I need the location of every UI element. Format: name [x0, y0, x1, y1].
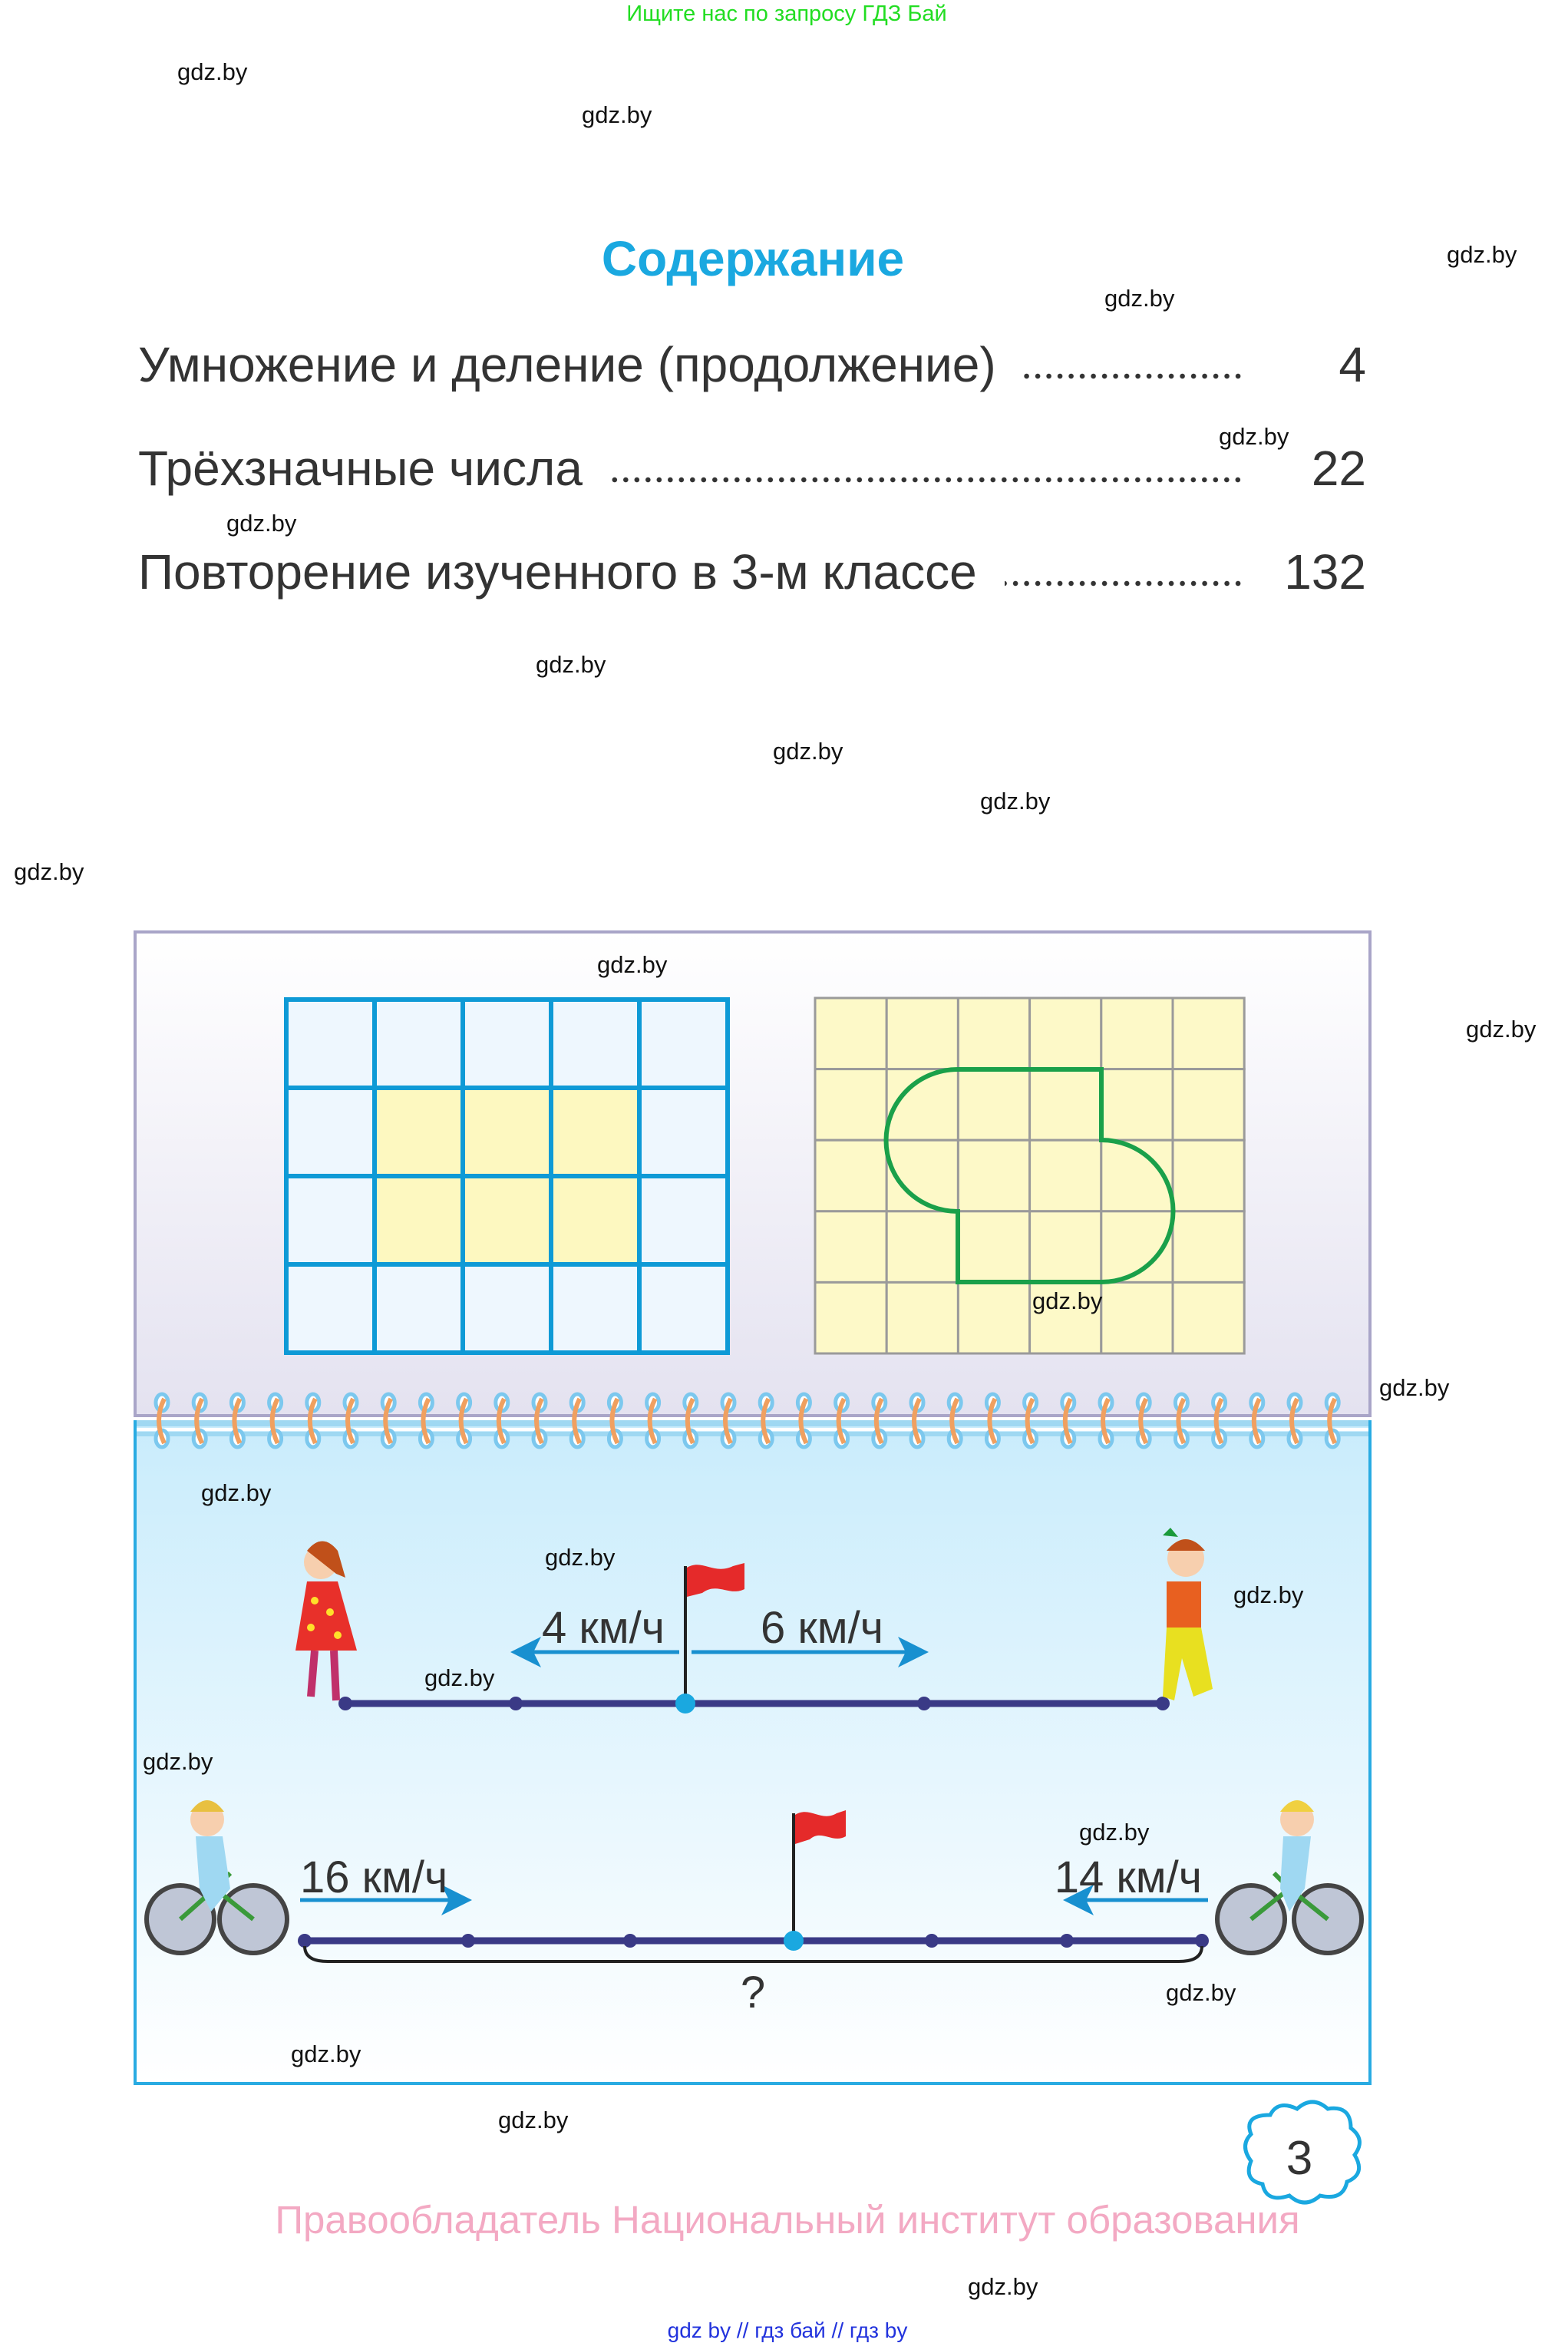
- speed-label: 16 км/ч: [300, 1852, 448, 1902]
- watermark: gdz.by: [1032, 1287, 1103, 1314]
- grid-cell: [958, 1069, 1029, 1141]
- watermark: gdz.by: [498, 2107, 569, 2133]
- watermark: gdz.by: [1079, 1819, 1150, 1846]
- watermark: gdz.by: [968, 2273, 1038, 2300]
- watermark: gdz.by: [201, 1479, 272, 1506]
- page-number-cloud: [1246, 2102, 1360, 2203]
- watermark: gdz.by: [545, 1544, 616, 1571]
- grid-cell: [815, 1140, 886, 1211]
- toc-item-page: 4: [1339, 337, 1366, 392]
- page-number: 3: [1286, 2132, 1313, 2185]
- grid-cell: [375, 1176, 463, 1264]
- grid-cell: [886, 1282, 958, 1353]
- grid-cell: [958, 1282, 1029, 1353]
- grid-cell: [958, 1140, 1029, 1211]
- watermark: gdz.by: [14, 858, 84, 885]
- grid-cell: [463, 1264, 551, 1353]
- grid-cell: [815, 1211, 886, 1283]
- grid-cell: [286, 1000, 375, 1088]
- grid-cell: [815, 998, 886, 1069]
- grid-cell: [463, 1000, 551, 1088]
- watermark: gdz.by: [177, 58, 248, 85]
- grid-cell: [639, 1088, 728, 1176]
- watermark: gdz.by: [1466, 1016, 1537, 1043]
- grid-cell: [815, 1282, 886, 1353]
- grid-cell: [1101, 1069, 1173, 1141]
- grid-cell: [551, 1264, 639, 1353]
- watermark: gdz.by: [597, 951, 668, 978]
- grid-cell: [551, 1176, 639, 1264]
- grid-cell: [375, 1088, 463, 1176]
- grid-cell: [1101, 1282, 1173, 1353]
- watermark: gdz.by: [143, 1748, 213, 1775]
- copyright-notice: Правообладатель Национальный институт образования: [275, 2198, 1300, 2242]
- grid-cell: [1030, 1069, 1101, 1141]
- grid-cell: [1030, 1211, 1101, 1283]
- watermark: gdz.by: [582, 101, 652, 128]
- speed-label: 4 км/ч: [542, 1603, 665, 1653]
- watermark: gdz.by: [1447, 241, 1517, 268]
- grid-cell: [1173, 1211, 1244, 1283]
- watermark: gdz.by: [536, 651, 606, 678]
- grid-cell: [463, 1176, 551, 1264]
- grid-cell: [639, 1000, 728, 1088]
- toc-item-page: 132: [1284, 544, 1366, 600]
- toc-item-label: Повторение изученного в 3-м классе: [138, 544, 977, 600]
- grid-figure-area: [815, 998, 1244, 1353]
- grid-cell: [286, 1264, 375, 1353]
- toc-item-page: 22: [1311, 441, 1366, 496]
- grid-cell: [551, 1000, 639, 1088]
- watermark: gdz.by: [1379, 1374, 1450, 1401]
- watermark: gdz.by: [980, 788, 1051, 815]
- watermark: gdz.by: [1166, 1979, 1236, 2006]
- watermark: gdz.by: [226, 510, 297, 537]
- toc-item-label: Трёхзначные числа: [138, 441, 583, 496]
- grid-cell: [551, 1088, 639, 1176]
- speed-label: 14 км/ч: [1054, 1852, 1202, 1902]
- grid-cell: [1030, 998, 1101, 1069]
- grid-cell: [886, 998, 958, 1069]
- grid-cell: [1173, 1140, 1244, 1211]
- grid-cell: [286, 1088, 375, 1176]
- footer-links[interactable]: gdz by // гдз бай // гдз by: [667, 2318, 908, 2342]
- grid-cell: [1030, 1140, 1101, 1211]
- grid-cell: [1173, 1069, 1244, 1141]
- search-hint-banner[interactable]: Ищите нас по запросу ГДЗ Бай: [626, 2, 947, 26]
- grid-cell: [639, 1264, 728, 1353]
- grid-cell: [1173, 1282, 1244, 1353]
- grid-cell: [1173, 998, 1244, 1069]
- toc-item-label: Умножение и деление (продолжение): [138, 337, 996, 392]
- watermark: gdz.by: [1219, 423, 1289, 450]
- watermark: gdz.by: [424, 1664, 495, 1691]
- grid-cell: [375, 1264, 463, 1353]
- grid-cell: [958, 998, 1029, 1069]
- distance-question: ?: [740, 1968, 766, 2017]
- toc-title: Содержание: [601, 231, 905, 286]
- watermark: gdz.by: [773, 738, 843, 765]
- watermark: gdz.by: [1233, 1581, 1304, 1608]
- grid-cell: [375, 1000, 463, 1088]
- watermark: gdz.by: [291, 2041, 361, 2067]
- grid-cell: [463, 1088, 551, 1176]
- grid-cell: [886, 1211, 958, 1283]
- grid-cell: [958, 1211, 1029, 1283]
- grid-cell: [815, 1069, 886, 1141]
- grid-cell: [1101, 998, 1173, 1069]
- grid-cell: [639, 1176, 728, 1264]
- grid-rectangle-area: [286, 1000, 728, 1353]
- watermark: gdz.by: [1104, 285, 1175, 312]
- speed-label: 6 км/ч: [761, 1603, 883, 1653]
- grid-cell: [286, 1176, 375, 1264]
